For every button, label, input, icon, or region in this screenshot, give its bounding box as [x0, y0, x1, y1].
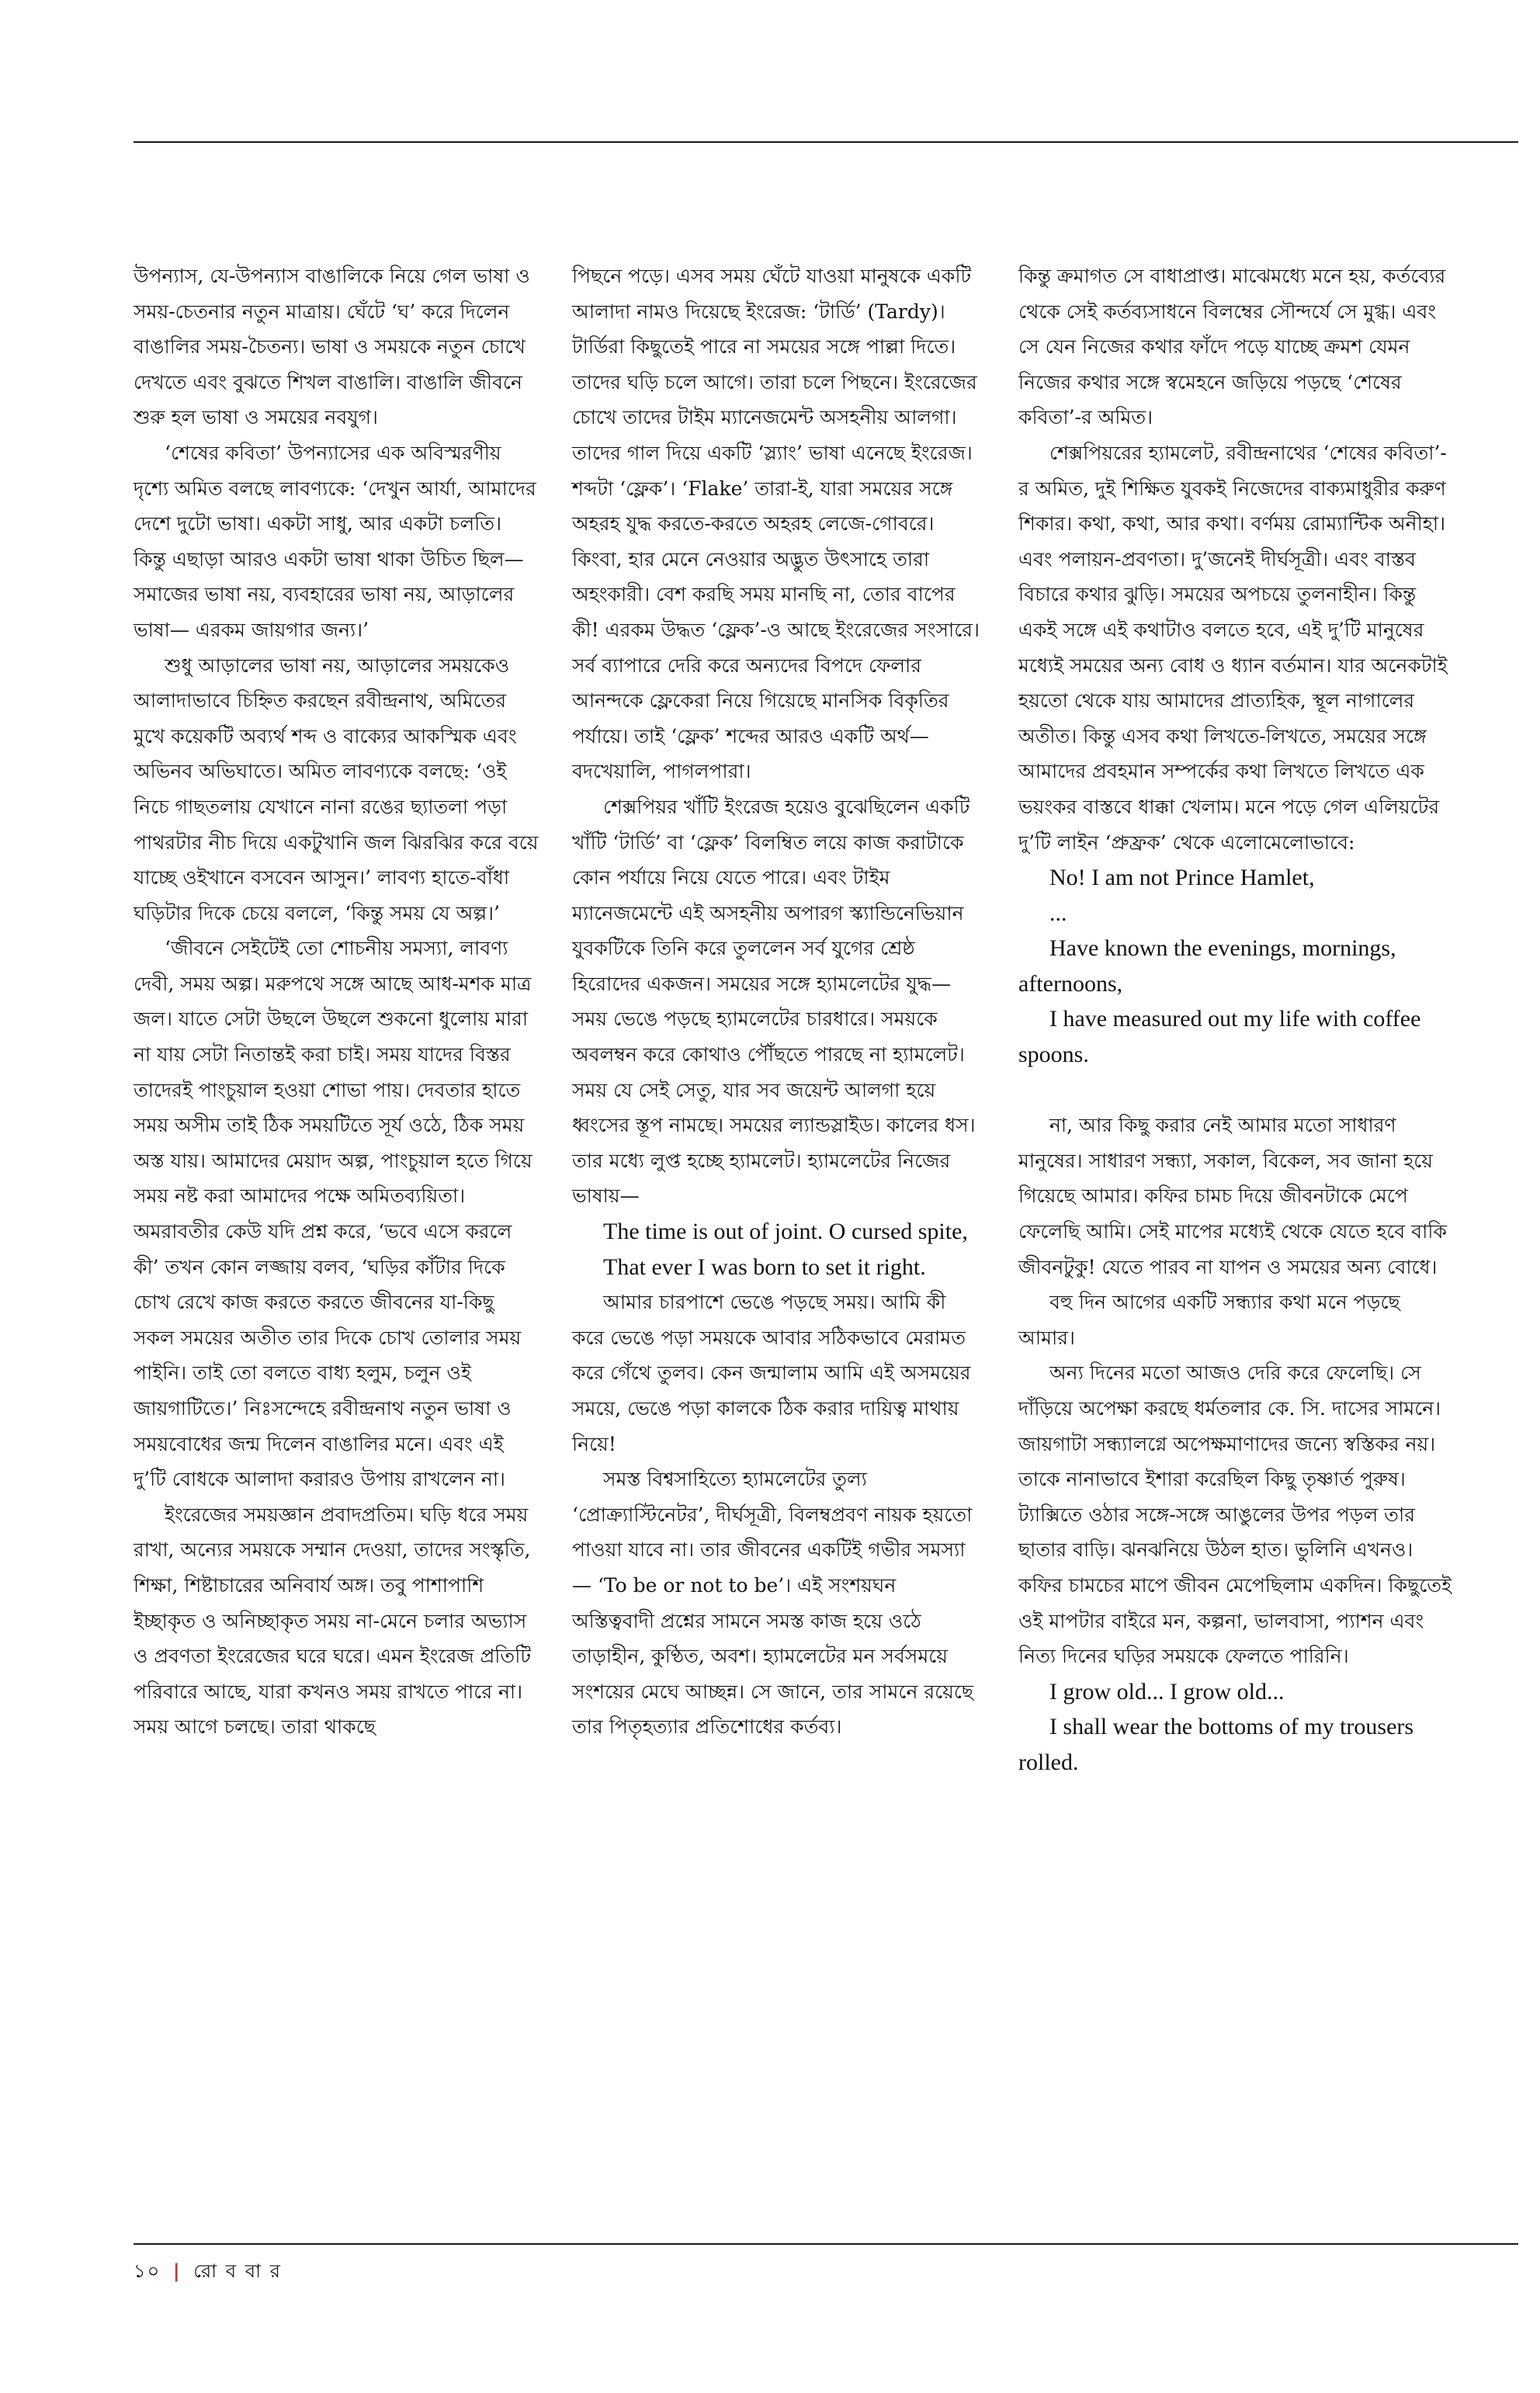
paragraph: শুধু আড়ালের ভাষা নয়, আড়ালের সময়কেও আলাদাভাবে চিহ্নিত করছেন রবীন্দ্রনাথ, অমিতের মুখে কয়েকটি অব্যর্থ শব্দ ও বাক্যের আকস্মিক এবং অভিনব অভিঘাতে। অমিত লাবণ্যকে বলছে: ‘ওই নিচে গাছতলায় যেখানে নানা রঙের ছ্যাতলা পড়া পাথরটার নীচ দিয়ে একটুখানি জল ঝিরঝির করে বয়ে যাচ্ছে ওইখানে বসবেন আসুন।’ লাবণ্য হাতে-বাঁধা ঘড়িটার দিকে চেয়ে বললে, ‘কিন্তু সময় যে অল্প।’ — [134, 654, 539, 924]
paragraph: কিন্তু ক্রমাগত সে বাধাপ্রাপ্ত। মাঝেমধ্যে মনে হয়, কর্তব্যের থেকে সেই কর্তব্যসাধনে বিলম্বের সৌন্দর্যে সে মুগ্ধ। এবং সে যেন নিজের কথার ফাঁদে পড়ে যাচ্ছে ক্রমশ যেমন নিজের কথার সঙ্গে স্বমেহনে জড়িয়ে পড়ছে ‘শেষের কবিতা’-র অমিত। — [1018, 265, 1446, 429]
article-column-1 — [134, 258, 539, 1745]
paragraph: পিছনে পড়ে। এসব সময় ঘেঁটে যাওয়া মানুষকে একটি আলাদা নামও দিয়েছে ইংরেজ: ‘টার্ডি’ (Tardy)। টার্ডিরা কিছুতেই পারে না সময়ের সঙ্গে পাল্লা দিতে। তাদের ঘড়ি চলে আগে। তারা চলে পিছনে। ইংরেজের চোখে তাদের টাইম ম্যানেজমেন্ট অসহনীয় আলগা। তাদের গাল দিয়ে একটি ‘স্ল্যাং’ ভাষা এনেছে ইংরেজ। শব্দটা ‘ফ্লেক’। ‘Flake’ তারা-ই, যারা সময়ের সঙ্গে অহরহ যুদ্ধ করতে-করতে অহরহ লেজে-গোবরে। কিংবা, হার মেনে নেওয়ার অদ্ভুত উৎসাহে তারা অহংকারী। বেশ করছি সময় মানছি না, তোর বাপের কী! এরকম উদ্ধত ‘ফ্লেক’-ও আছে ইংরেজের সংসারে। সর্ব ব্যাপারে দেরি করে অন্যদের বিপদে ফেলার আনন্দকে ফ্লেকেরা নিয়ে গিয়েছে মানসিক বিকৃতির পর্যায়ে। তাই ‘ফ্লেক’ শব্দের আরও একটি অর্থ— বদখেয়ালি, পাগলপারা। — [572, 265, 980, 783]
paragraph: শেক্সপিয়র খাঁটি ইংরেজ হয়েও বুঝেছিলেন একটি খাঁটি ‘টার্ডি’ বা ‘ফ্লেক’ বিলম্বিত লয়ে কাজ করাটাকে কোন পর্যায়ে নিয়ে যেতে পারে। এবং টাইম ম্যানেজমেন্টে এই অসহনীয় অপারগ স্ক্যান্ডিনেভিয়ান যুবকটিকে তিনি করে তুললেন সর্ব যুগের শ্রেষ্ঠ হিরোদের একজন। সময়ের সঙ্গে হ্যামলেটের যুদ্ধ— সময় ভেঙে পড়ছে হ্যামলেটের চারধারে। সময়কে অবলম্বন করে কোথাও পৌঁছতে পারছে না হ্যামলেট। সময় যে সেই সেতু, যার সব জয়েন্ট আলগা হয়ে ধ্বংসের স্তূপ নামছে। সময়ের ল্যান্ডস্লাইড। কালের ধস। তার মধ্যে লুপ্ত হচ্ছে হ্যামলেট। হ্যামলেটের নিজের ভাষায়— — [572, 795, 976, 1208]
paragraph: ইংরেজের সময়জ্ঞান প্রবাদপ্রতিম। ঘড়ি ধরে সময় রাখা, অন্যের সময়কে সম্মান দেওয়া, তাদের সংস্কৃতি, শিক্ষা, শিষ্টাচারের অনিবার্য অঙ্গ। তবু পাশাপাশি ইচ্ছাকৃত ও অনিচ্ছাকৃত সময় না-মেনে চলার অভ্যাস ও প্রবণতা ইংরেজের ঘরে ঘরে। এমন ইংরেজ প্রতিটি পরিবারে আছে, যারা কখনও সময় রাখতে পারে না। সময় আগে চলছে। তারা থাকছে — [134, 1503, 531, 1739]
paragraph: শেক্সপিয়রের হ্যামলেট, রবীন্দ্রনাথের ‘শেষের কবিতা’-র অমিত, দুই শিক্ষিত যুবকই নিজেদের বাক্যমাধুরীর করুণ শিকার। কথা, কথা, আর কথা। বর্ণময় রোম্যান্টিক অনীহা। এবং পলায়ন-প্রবণতা। দু’জনেই দীর্ঘসূত্রী। এবং বাস্তব বিচারে কথার ঝুড়ি। সময়ের অপচয়ে তুলনাহীন। কিন্তু একই সঙ্গে এই কথাটাও বলতে হবে, এই দু’টি মানুষের মধ্যেই সময়ের অন্য বোধ ও ধ্যান বর্তমান। যার অনেকটাই হয়তো থেকে যায় আমাদের প্রাত্যহিক, স্থূল নাগালের অতীত। কিন্তু এসব কথা লিখতে-লিখতে, সময়ের সঙ্গে আমাদের প্রবহমান সম্পর্কের কথা লিখতে লিখতে এক ভয়ংকর বাস্তবে ধাক্কা খেলাম। মনে পড়ে গেল এলিয়টের দু’টি লাইন ‘প্রুফ্রক’ থেকে এলোমেলোভাবে: — [1018, 441, 1448, 854]
paragraph: আমার চারপাশে ভেঙে পড়ছে সময়। আমি কী করে ভেঙে পড়া সময়কে আবার সঠিকভাবে মেরামত করে গেঁথে তুলব। কেন জন্মালাম আমি এই অসময়ের সময়ে, ভেঙে পড়া কালকে ঠিক করার দায়িত্ব মাথায় নিয়ে! — [572, 1291, 971, 1455]
paragraph: উপন্যাস, যে-উপন্যাস বাঙালিকে নিয়ে গেল ভাষা ও সময়-চেতনার নতুন মাত্রায়। ঘেঁটে ‘ঘ’ করে দিলেন বাঙালির সময়-চৈতন্য। ভাষা ও সময়কে নতুন চোখে দেখতে এবং বুঝতে শিখল বাঙালি। বাঙালি জীবনে শুরু হল ভাষা ও সময়ের নবযুগ। — [134, 265, 530, 429]
article-column-3 — [1018, 258, 1453, 1781]
paragraph: না, আর কিছু করার নেই আমার মতো সাধারণ মানুষের। সাধারণ সন্ধ্যা, সকাল, বিকেল, সব জানা হয়ে গিয়েছে আমার। কফির চামচ দিয়ে জীবনটাকে মেপে ফেলেছি আমি। সেই মাপের মধ্যেই থেকে যেতে হবে বাকি জীবনটুকু! যেতে পারব না যাপন ও সময়ের অন্য বোধে। — [1018, 1114, 1447, 1278]
bottom-rule — [134, 2243, 1518, 2245]
article-column-2 — [572, 258, 983, 1745]
english-quote-line: I have measured out my life with coffee spoons. — [1018, 1006, 1421, 1068]
paragraph: সমস্ত বিশ্বসাহিত্যে হ্যামলেটের তুল্য ‘প্রোক্র্যাস্টিনেটর’, দীর্ঘসূত্রী, বিলম্বপ্রবণ নায়ক হয়তো পাওয়া যাবে না। তার জীবনের একটিই গভীর সমস্যা— ‘To be or not to be’। এই সংশয়ঘন অস্তিত্ববাদী প্রশ্নের সামনে সমস্ত কাজ হয়ে ওঠে তাড়াহীন, কুণ্ঠিত, অবশ। হ্যামলেটের মন সর্বসময়ে সংশয়ের মেঘে আচ্ছন্ন। সে জানে, তার সামনে রয়েছে তার পিতৃহত্যার প্রতিশোধের কর্তব্য। — [572, 1468, 974, 1739]
english-quote-line: No! I am not Prince Hamlet, — [1049, 865, 1315, 891]
english-quote-line: I grow old... I grow old... — [1049, 1678, 1285, 1705]
top-rule — [134, 141, 1518, 143]
english-quote-line: I shall wear the bottoms of my trousers rolled. — [1018, 1714, 1414, 1775]
paragraph: বহু দিন আগের একটি সন্ধ্যার কথা মনে পড়ছে আমার। — [1018, 1291, 1400, 1349]
paragraph-spacer — [1018, 1073, 1453, 1108]
page-footer — [134, 2257, 282, 2288]
paragraph: ‘শেষের কবিতা’ উপন্যাসের এক অবিস্মরণীয় দৃশ্যে অমিত বলছে লাবণ্যকে: ‘দেখুন আর্যা, আমাদের দেশে দুটো ভাষা। একটা সাধু, আর একটা চলতি। কিন্তু এছাড়া আরও একটা ভাষা থাকা উচিত ছিল— সমাজের ভাষা নয়, ব্যবহারের ভাষা নয়, আড়ালের ভাষা— এরকম জায়গার জন্য।’ — [134, 441, 536, 641]
paragraph: অন্য দিনের মতো আজও দেরি করে ফেলেছি। সে দাঁড়িয়ে অপেক্ষা করছে ধর্মতলার কে. সি. দাসের সামনে। জায়গাটা সন্ধ্যালগ্নে অপেক্ষমাণাদের জন্যে স্বস্তিকর নয়। তাকে নানাভাবে ইশারা করেছিল কিছু তৃষ্ণার্ত পুরুষ। ট্যাক্সিতে ওঠার সঙ্গে-সঙ্গে আঙুলের উপর পড়ল তার ছাতার বাড়ি। ঝনঝনিয়ে উঠল হাত। ভুলিনি এখনও। কফির চামচের মাপে জীবন মেপেছিলাম একদিন। কিছুতেই ওই মাপটার বাইরে মন, কল্পনা, ভালবাসা, প্যাশন এবং নিত্য দিনের ঘড়ির সময়কে ফেলতে পারিনি। — [1018, 1361, 1452, 1668]
english-quote-line: ... — [1049, 900, 1067, 926]
english-quote-line: That ever I was born to set it right. — [603, 1254, 926, 1280]
paragraph: ‘জীবনে সেইটেই তো শোচনীয় সমস্যা, লাবণ্য দেবী, সময় অল্প। মরুপথে সঙ্গে আছে আধ-মশক মাত্র জল। যাতে সেটা উছলে উছলে শুকনো ধুলোয় মারা না যায় সেটা নিতান্তই করা চাই। সময় যাদের বিস্তর তাদেরই পাংচুয়াল হওয়া শোভা পায়। দেবতার হাতে সময় অসীম তাই ঠিক সময়টিতে সূর্য ওঠে, ঠিক সময় অস্ত যায়। আমাদের মেয়াদ অল্প, পাংচুয়াল হতে গিয়ে সময় নষ্ট করা আমাদের পক্ষে অমিতব্যয়িতা। অমরাবতীর কেউ যদি প্রশ্ন করে, ‘ভবে এসে করলে কী’ তখন কোন লজ্জায় বলব, ‘ঘড়ির কাঁটার দিকে চোখ রেখে কাজ করতে করতে জীবনের যা-কিছু সকল সময়ের অতীত তার দিকে চোখ তোলার সময় পাইনি। তাই তো বলতে বাধ্য হলুম, চলুন ওই জায়গাটিতে।’ নিঃসন্দেহে রবীন্দ্রনাথ নতুন ভাষা ও সময়বোধের জন্ম দিলেন বাঙালির মনে। এবং এই দু’টি বোধকে আলাদা করারও উপায় রাখলেন না। — [134, 937, 532, 1491]
magazine-name: রো ব বা র — [193, 2260, 282, 2282]
english-quote-line: Have known the evenings, mornings, afternoons, — [1018, 935, 1396, 997]
footer-separator: | — [172, 2260, 182, 2282]
page-number: ১০ — [134, 2260, 161, 2282]
english-quote-line: The time is out of joint. O cursed spite, — [603, 1219, 968, 1245]
